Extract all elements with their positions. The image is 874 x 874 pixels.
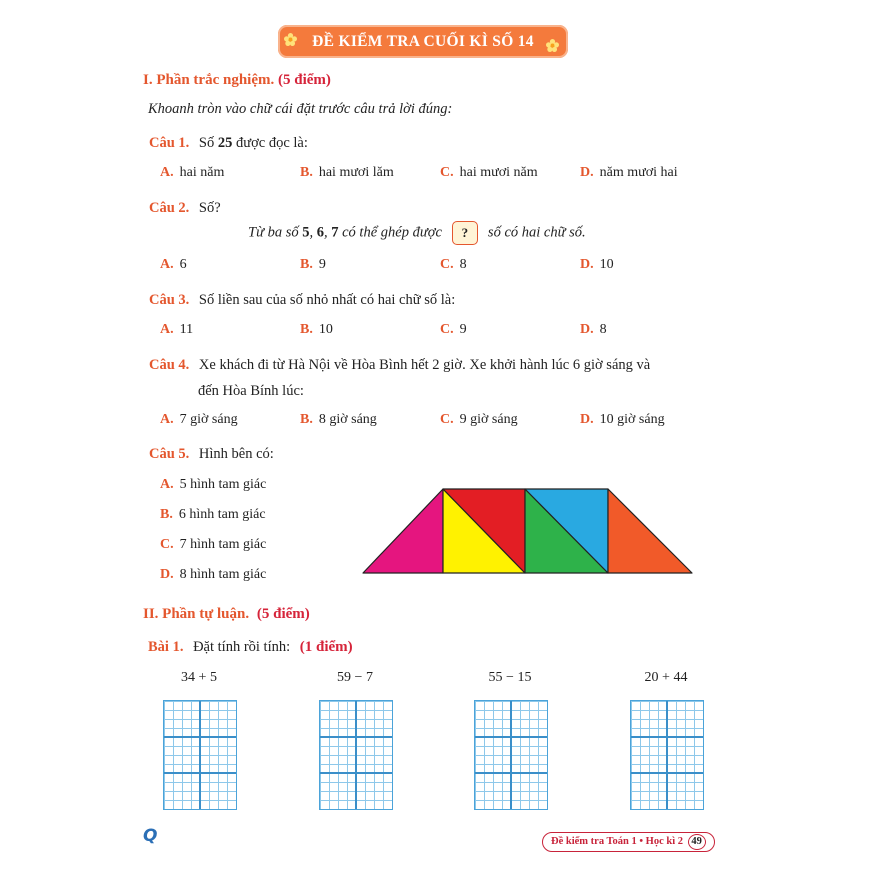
page-title: ĐỀ KIỂM TRA CUỐI KÌ SỐ 14: [312, 32, 534, 50]
question-label: Câu 1.: [149, 135, 190, 151]
question-number: 25: [217, 135, 233, 151]
question-label: Câu 4.: [149, 357, 190, 373]
question-text: Số liền sau của số nhỏ nhất có hai chữ số là:: [198, 292, 456, 308]
digit: 7: [331, 224, 339, 241]
section-2-points: (5 điểm): [256, 606, 310, 622]
question-text: được đọc là:: [232, 135, 308, 151]
option-b[interactable]: B. 9: [300, 257, 326, 272]
title-banner: [278, 25, 568, 58]
question-text: Hình bên có:: [198, 446, 274, 462]
question-label: Câu 2.: [149, 200, 190, 216]
option-a[interactable]: A. 6: [160, 257, 187, 272]
expression-3: 55 − 15: [488, 670, 532, 685]
question-text: Số: [198, 135, 218, 151]
section-1-points: (5 điểm): [278, 72, 331, 88]
option-d[interactable]: D. năm mươi hai: [580, 165, 678, 180]
answer-grid-3[interactable]: [474, 700, 548, 810]
expression-1: 34 + 5: [181, 670, 217, 685]
option-b[interactable]: B. 6 hình tam giác: [160, 507, 266, 522]
triangle-figure: [360, 486, 696, 576]
digit: 5: [302, 224, 310, 241]
option-d[interactable]: D. 8 hình tam giác: [160, 567, 267, 582]
exercise-points: (1 điểm): [299, 639, 353, 655]
question-label: Câu 3.: [149, 292, 190, 308]
footer-text: Đề kiểm tra Toán 1 • Học kì 2: [551, 836, 684, 847]
section-2-heading: [143, 606, 310, 623]
flower-icon: [284, 33, 297, 46]
answer-grid-1[interactable]: [163, 700, 237, 810]
exercise-text: Đặt tính rồi tính:: [193, 639, 291, 655]
instruction-text: Khoanh tròn vào chữ cái đặt trước câu trả lời đúng:: [148, 101, 453, 117]
option-b[interactable]: B. 10: [300, 322, 333, 337]
answer-grid-4[interactable]: [630, 700, 704, 810]
triangle-magenta: [363, 489, 443, 573]
publisher-logo: Q: [143, 826, 158, 846]
option-a[interactable]: A. hai năm: [160, 165, 225, 180]
flower-icon: [546, 39, 559, 52]
option-a[interactable]: A. 5 hình tam giác: [160, 477, 267, 492]
option-d[interactable]: D. 10 giờ sáng: [580, 412, 665, 427]
question-2: [149, 200, 221, 217]
exercise-1: [148, 639, 353, 656]
option-c[interactable]: C. hai mươi năm: [440, 165, 538, 180]
option-d[interactable]: D. 8: [580, 322, 607, 337]
option-c[interactable]: C. 9 giờ sáng: [440, 412, 518, 427]
section-1-title: I. Phần trắc nghiệm.: [143, 72, 275, 88]
question-1: [149, 135, 308, 152]
page-number: 49: [688, 834, 706, 850]
question-5: [149, 446, 274, 463]
option-b[interactable]: B. hai mươi lăm: [300, 165, 394, 180]
option-c[interactable]: C. 9: [440, 322, 467, 337]
answer-grid-2[interactable]: [319, 700, 393, 810]
question-3: [149, 292, 455, 309]
option-d[interactable]: D. 10: [580, 257, 614, 272]
question-label: Câu 5.: [149, 446, 190, 462]
exercise-label: Bài 1.: [148, 639, 184, 655]
section-2-title: II. Phần tự luận.: [143, 606, 250, 622]
option-a[interactable]: A. 7 giờ sáng: [160, 412, 238, 427]
option-c[interactable]: C. 8: [440, 257, 467, 272]
question-4: [149, 357, 650, 374]
option-a[interactable]: A. 11: [160, 322, 194, 337]
question-text: Số?: [198, 200, 221, 216]
expression-4: 20 + 44: [644, 670, 688, 685]
answer-box[interactable]: ?: [452, 221, 478, 245]
section-1-heading: [143, 72, 331, 89]
question-text: Xe khách đi từ Hà Nội về Hòa Bình hết 2 giờ. Xe khởi hành lúc 6 giờ sáng và: [198, 357, 651, 373]
question-2-sub: Từ ba số 5, 6, 7 có thể ghép được ? số có hai chữ số.: [248, 221, 586, 245]
expression-2: 59 − 7: [337, 670, 373, 685]
option-c[interactable]: C. 7 hình tam giác: [160, 537, 267, 552]
option-b[interactable]: B. 8 giờ sáng: [300, 412, 377, 427]
footer-label: [542, 832, 715, 852]
triangle-orange: [608, 489, 692, 573]
digit: 6: [316, 224, 324, 241]
question-text: đến Hòa Bính lúc:: [198, 383, 304, 399]
